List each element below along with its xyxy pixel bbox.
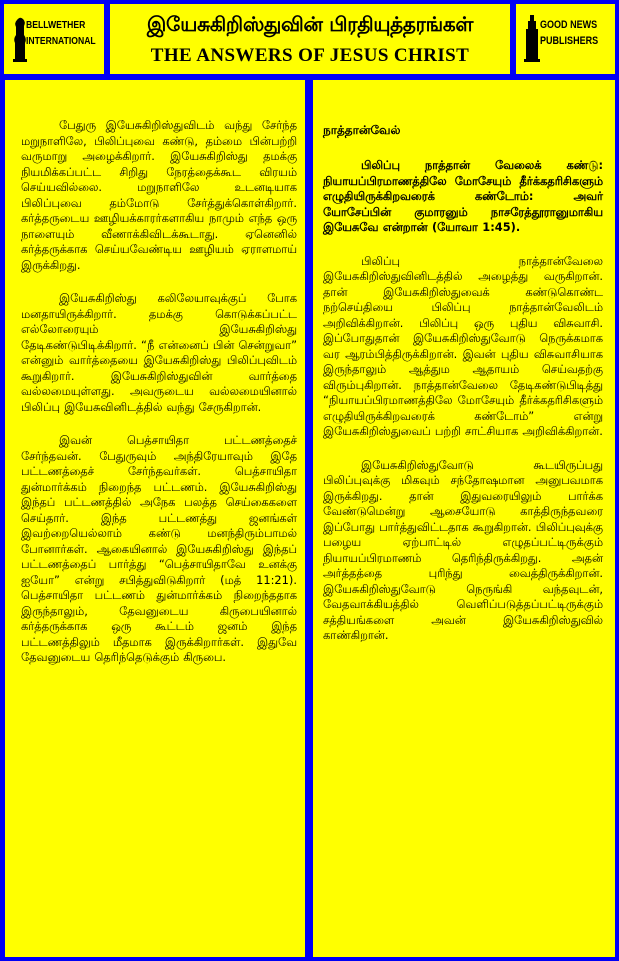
verse-quote: பிலிப்பு நாத்தான் வேலைக் கண்டு: நியாயப்பிரமாணத்திலே மோசேயும் தீர்க்கதரிசிகளும் எழுதியிருக்கிறவரைக் கண்டோம்: அவர் யோசேப்பின் குமாரனும் நாசரேத்தூரானுமாகிய இயேசுவே என்றான் (யோவா 1:45). xyxy=(323,158,603,234)
logo-right-line1: GOOD NEWS xyxy=(540,19,598,31)
right-paragraph-1: பிலிப்பு நாத்தான்வேலை இயேசுகிறிஸ்துவினிடத்தில் அழைத்து வருகிறான். தான் இயேசுகிறிஸ்துவைக் கண்டுகொண்ட நற்செய்தியை பிலிப்பு நாத்தான்வேலிடம் அறிவிக்கிறான். பிலிப்பு ஒரு புதிய விசுவாசி. இப்போதுதான் இயேசுகிறிஸ்துவோடு நெருக்கமாக வர ஆரம்பித்திருக்கிறான். இவன் புதிய விசுவாசியாக இருந்தாலும் ஆத்தும ஆதாயம் செய்வதற்கு விரும்புகிறான். நாத்தான்வேலை தேடிகண்டுபிடித்து “நியாயப்பிரமாணத்திலே மோசேயும் தீர்க்கதரிசிகளும் எழுதியிருக்கிறவரைக் கண்டோம்” என்று இயேசுகிறிஸ்துவைப் பற்றி சாட்சியாக அறிவிக்கிறான். xyxy=(323,253,603,438)
good-news-logo-text xyxy=(540,17,598,49)
left-paragraph-1: பேதுரு இயேசுகிறிஸ்துவிடம் வந்து சேர்ந்த மறுநாளிலே, பிலிப்புவை கண்டு, தம்மை பின்பற்றி வருமாறு அழைக்கிறார். இயேசுகிறிஸ்து தமக்கு நியமிக்கப்பட்ட சிறிது நேரத்தைக்கூட விரயம் செய்யவில்லை. மறுநாளிலே உடனடியாக பிலிப்புவை தம்மோடு சேர்த்துக்கொள்கிறார். கர்த்தருடைய ஊழியக்காரர்களாகிய நாமும் எந்த ஒரு நாளையும் வீணாக்கிவிடக்கூடாது. ஏனெனில் கர்த்தருக்காக செய்யவேண்டிய ஊழியம் ஏராளமாய் இருக்கிறது. xyxy=(21,118,297,272)
left-column xyxy=(5,80,305,957)
bellwether-logo xyxy=(4,4,104,74)
logo-left-line2: INTERNATIONAL xyxy=(26,35,96,47)
right-paragraph-2: இயேசுகிறிஸ்துவோடு கூடயிருப்பது பிலிப்புவுக்கு மிகவும் சந்தோஷமான அனுபவமாக இருக்கிறது. தான் இதுவரையிலும் பார்க்க வேண்டுமென்று ஆசையோடு காத்திருந்தவரை இப்போது பார்த்துவிட்டதாக கூறுகிறான். பிலிப்புவுக்கு பழைய ஏற்பாட்டில் எழுதப்பட்டிருக்கும் நியாயப்பிரமாணம் தெரிந்திருக்கிறது. அதன் அர்த்தத்தை புரிந்து வைத்திருக்கிறான். இயேசுகிறிஸ்துவோடு நெருங்கி வந்தவுடன், வேதவாக்கியத்தில் வெளிப்படுத்தப்பட்டிருக்கும் சத்தியங்களை அவன் இயேசுகிறிஸ்துவில் காண்கிறான். xyxy=(323,457,603,642)
tower-icon xyxy=(524,13,540,63)
logo-left-line1: BELLWETHER xyxy=(26,19,86,31)
left-paragraph-3: இவன் பெத்சாயிதா பட்டணத்தைச் சேர்ந்தவன். பேதுருவும் அந்திரேயாவும் இதே பட்டணத்தைச் சேர்ந்தவர்கள். பெத்சாயிதா துன்மார்க்கம் நிறைந்த பட்டணம். இயேசுகிறிஸ்து இந்தப் பட்டணத்தில் அநேக பலத்த செய்கைகளை செய்தார். இந்த பட்டணத்து ஜனங்கள் இவற்றையெல்லாம் கண்டு மனந்திரும்பாமல் போனார்கள். ஆகையினால் இயேசுகிறிஸ்து இந்தப் பட்டணத்தைப் பார்த்து “பெத்சாயிதாவே உனக்கு ஐயோ” என்று சபித்துவிடுகிறார் (மத் 11:21). பெத்சாயிதா பட்டணம் துன்மார்க்கம் நிறைந்ததாக இருந்தாலும், தேவனுடைய கிருபையினால் கர்த்தருக்காக ஒரு கூட்டம் ஜனம் இந்த பட்டணத்திலும் மீதமாக இருக்கிறார்கள். இதுவே தேவனுடைய தெரிந்தெடுக்கும் கிருபை. xyxy=(21,433,297,664)
good-news-publishers-logo xyxy=(516,4,615,74)
bellwether-logo-text xyxy=(26,17,96,49)
logo-right-line2: PUBLISHERS xyxy=(540,35,599,47)
page-title-tamil: இயேசுகிறிஸ்துவின் பிரதியுத்தரங்கள் xyxy=(146,12,474,36)
left-paragraph-2: இயேசுகிறிஸ்து கலிலேயாவுக்குப் போக மனதாயிருக்கிறார். தமக்கு கொடுக்கப்பட்ட எல்லோரையும் இயேசுகிறிஸ்து தேடிகண்டுபிடிக்கிறார். “நீ என்னைப் பின் சென்றுவா” என்னும் வார்த்தையை இயேசுகிறிஸ்து பிலிப்புவிடம் கூறுகிறார். இயேசுகிறிஸ்துவின் வார்த்தை வல்லமையுள்ளது. அவருடைய வல்லமையினால் பிலிப்பு இயேசுவினிடத்தில் வந்து சேருகிறான். xyxy=(21,291,297,414)
header-title-panel xyxy=(110,4,510,74)
section-heading: நாத்தான்வேல் xyxy=(323,123,401,137)
page-title-english: THE ANSWERS OF JESUS CHRIST xyxy=(150,45,470,66)
right-column xyxy=(313,80,615,957)
